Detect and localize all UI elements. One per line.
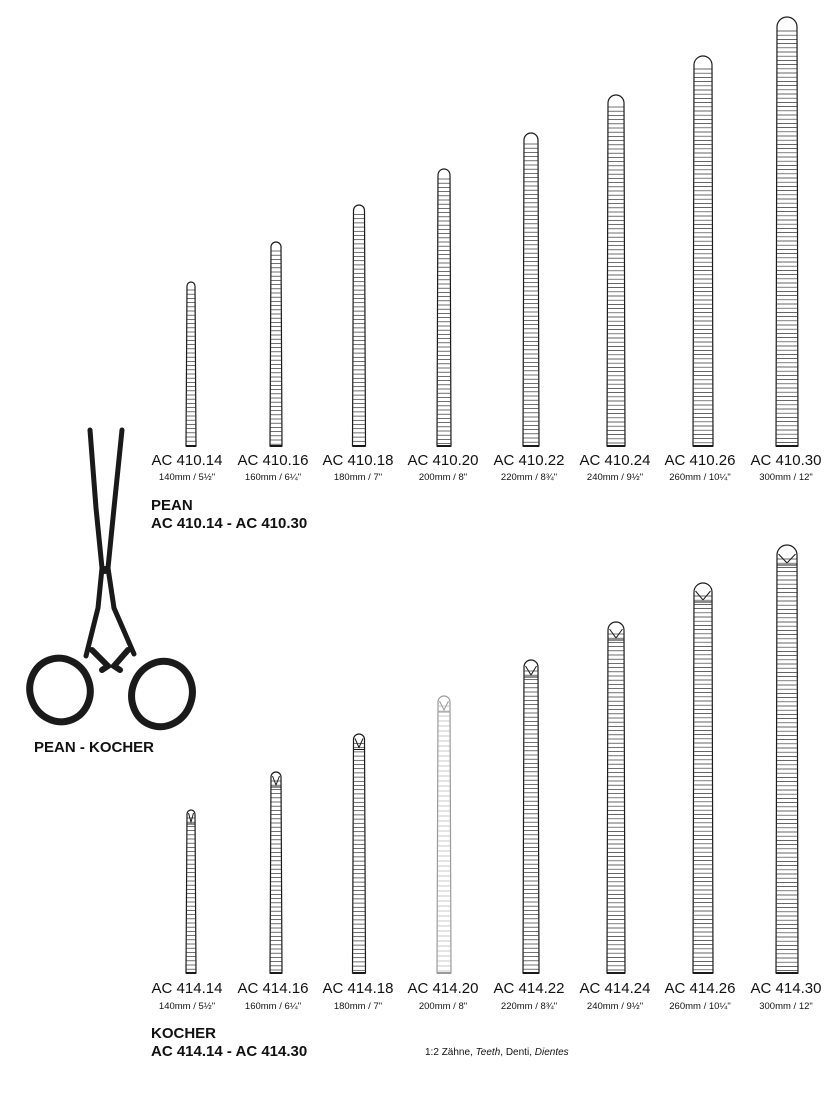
pean-jaw-3: [353, 205, 366, 446]
pean-code-5: AC 410.22: [493, 452, 565, 469]
pean-size-5: 220mm / 8¾": [500, 472, 558, 483]
kocher-size-5: 220mm / 8¾": [500, 1001, 558, 1012]
pean-size-8: 300mm / 12": [759, 472, 813, 483]
pean-jaw-2: [270, 242, 282, 446]
teeth-ratio: 1:2: [425, 1047, 439, 1058]
kocher-jaw-2: [270, 772, 282, 973]
pean-size-3: 180mm / 7": [333, 472, 383, 483]
kocher-title: KOCHER: [151, 1025, 217, 1042]
pean-code-6: AC 410.24: [579, 452, 651, 469]
pean-title: PEAN: [151, 497, 193, 514]
pean-size-7: 260mm / 10¼": [669, 472, 731, 483]
kocher-code-4: AC 414.20: [407, 980, 479, 997]
kocher-jaw-3: [353, 734, 366, 973]
teeth-note: 1:2 Zähne, Teeth, Denti, Dientes: [425, 1047, 569, 1058]
pean-code-1: AC 410.14: [151, 452, 223, 469]
pean-jaw-8: [776, 17, 798, 446]
kocher-size-3: 180mm / 7": [333, 1001, 383, 1012]
pean-jaw-5: [523, 133, 539, 446]
pean-code-3: AC 410.18: [322, 452, 394, 469]
kocher-size-8: 300mm / 12": [759, 1001, 813, 1012]
pean-code-4: AC 410.20: [407, 452, 479, 469]
kocher-code-3: AC 414.18: [322, 980, 394, 997]
pean-size-6: 240mm / 9½": [586, 472, 644, 483]
pean-size-2: 160mm / 6¼": [244, 472, 302, 483]
kocher-jaw-8: [776, 545, 798, 973]
kocher-range: AC 414.14 - AC 414.30: [151, 1043, 308, 1060]
kocher-code-1: AC 414.14: [151, 980, 223, 997]
pean-jaw-6: [607, 95, 625, 446]
kocher-code-5: AC 414.22: [493, 980, 565, 997]
teeth-it: Denti: [505, 1047, 530, 1058]
pean-size-1: 140mm / 5½": [158, 472, 216, 483]
kocher-jaw-6: [607, 622, 625, 973]
pean-jaw-7: [693, 56, 713, 446]
pean-range: AC 410.14 - AC 410.30: [151, 515, 308, 532]
pean-code-2: AC 410.16: [237, 452, 309, 469]
pean-code-8: AC 410.30: [750, 452, 822, 469]
instrument-label: PEAN - KOCHER: [34, 739, 155, 756]
kocher-code-2: AC 414.16: [237, 980, 309, 997]
kocher-size-6: 240mm / 9½": [586, 1001, 644, 1012]
kocher-size-1: 140mm / 5½": [158, 1001, 216, 1012]
kocher-jaw-7: [693, 583, 713, 973]
teeth-en: Teeth: [475, 1047, 501, 1058]
pean-code-7: AC 410.26: [664, 452, 736, 469]
kocher-jaw-1: [186, 810, 196, 973]
pean-size-4: 200mm / 8": [418, 472, 468, 483]
pean-jaw-4: [437, 169, 451, 446]
kocher-size-4: 200mm / 8": [418, 1001, 468, 1012]
kocher-size-7: 260mm / 10¼": [669, 1001, 731, 1012]
kocher-code-7: AC 414.26: [664, 980, 736, 997]
kocher-size-2: 160mm / 6¼": [244, 1001, 302, 1012]
teeth-de: Zähne: [441, 1047, 471, 1058]
kocher-jaw-5: [523, 660, 539, 973]
kocher-jaw-4: [437, 696, 451, 973]
teeth-es: Dientes: [534, 1047, 569, 1058]
kocher-code-6: AC 414.24: [579, 980, 651, 997]
kocher-code-8: AC 414.30: [750, 980, 822, 997]
